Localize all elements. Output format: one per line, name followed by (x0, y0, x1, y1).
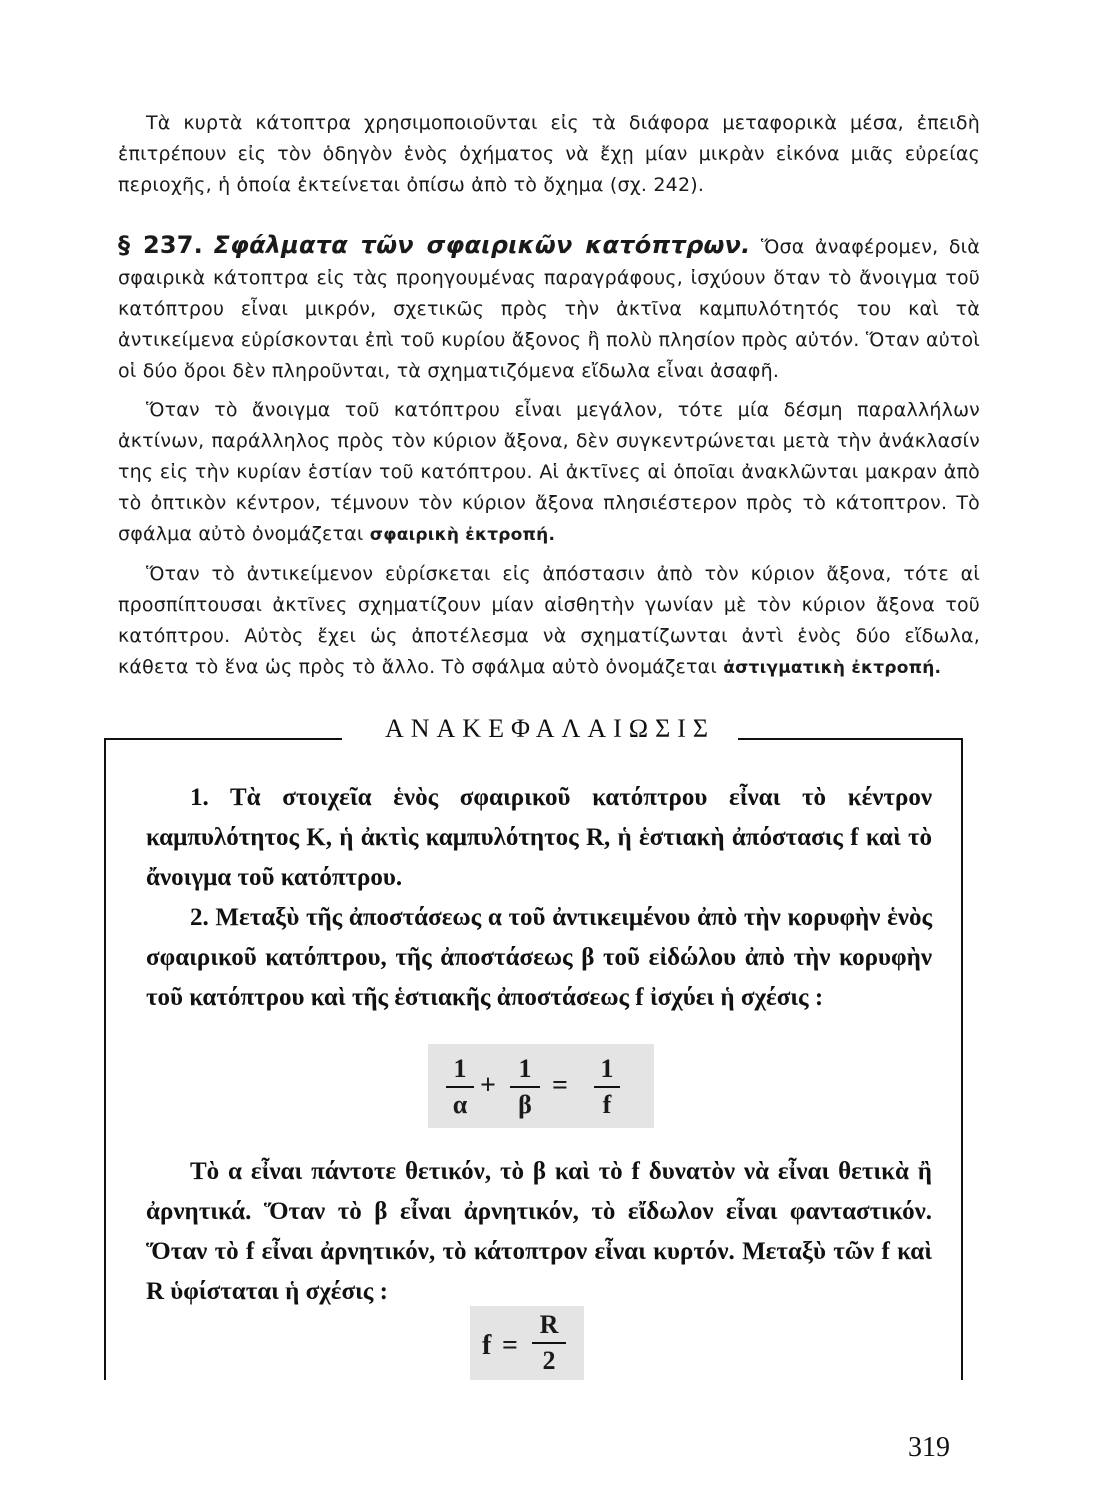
summary-item-2: 2. Μεταξὺ τῆς ἀποστάσεως α τοῦ ἀντικειμένου ἀπὸ τὴν κορυφὴν ἑνὸς σφαιρικοῦ κατόπτρου, τῆς ἀποστάσεως β τοῦ εἰδώλου ἀπὸ τὴν κορυφὴν τοῦ κατόπτρου καὶ τῆς ἑστιακῆς ἀποστάσεως f ἰσχύει ἡ σχέσις : (146, 904, 932, 1011)
mirror-equation (428, 1044, 654, 1128)
section-paragraph-1 (118, 230, 980, 387)
term-astigmatic-aberration: ἀστιγματικὴ ἐκτροπή. (723, 658, 942, 678)
summary-box-left-rule (104, 738, 106, 1380)
fraction-1-over-f: 1 f (594, 1054, 620, 1120)
page-number: 319 (908, 1432, 950, 1463)
section-body-2: Ὅταν τὸ ἄνοιγμα τοῦ κατόπτρου εἶναι μεγάλον, τότε μία δέσμη παραλλήλων ἀκτίνων, παράλληλος πρὸς τὸν κύριον ἄξονα, δὲν συγκεντρώνεται μετὰ τὴν ἀνάκλασίν της εἰς τὴν κυρίαν ἑστίαν τοῦ κατόπτρου. Αἱ ἀκτῖνες αἱ ὁποῖαι ἀνακλῶνται μακραν ἀπὸ τὸ ὀπτικὸν κέντρον, τέμνουν τὸν κύριον ἄξονα πλησιέστερον πρὸς τὸ κάτοπτρον. Τὸ σφάλμα αὐτὸ ὀνομάζεται (118, 399, 980, 545)
section-237 (118, 230, 980, 692)
section-number: § 237. (118, 231, 204, 259)
fraction-1-over-b: 1 β (510, 1054, 540, 1120)
fraction-r-over-2: R 2 (532, 1310, 566, 1376)
intro-paragraph: Τὰ κυρτὰ κάτοπτρα χρησιμοποιοῦνται εἰς τὰ διάφορα μεταφορικὰ μέσα, ἐπειδὴ ἐπιτρέπουν εἰς τὸν ὁδηγὸν ἑνὸς ὀχήματος νὰ ἔχῃ μίαν μικρὰν εἰκόνα μιᾶς εὐρείας περιοχῆς, ἡ ὁποία ἐκτείνεται ὀπίσω ἀπὸ τὸ ὄχημα (σχ. 242). (118, 112, 980, 196)
section-body-1: Ὅσα ἀναφέρομεν, διὰ σφαιρικὰ κάτοπτρα εἰς τὰς προηγουμένας παραγράφους, ἰσχύουν ὅταν τὸ ἄνοιγμα τοῦ κατόπτρου εἶναι μικρόν, σχετικῶς πρὸς τὴν ἀκτῖνα καμπυλότητός του καὶ τὰ ἀντικείμενα εὑρίσκονται ἐπὶ τοῦ κυρίου ἄξονος ἢ πολὺ πλησίον πρὸς αὐτόν. Ὅταν αὐτοὶ οἱ δύο ὅροι δὲν πληροῦνται, τὰ σχηματιζόμενα εἴδωλα εἶναι ἀσαφῆ. (118, 236, 981, 382)
summary-item-1: 1. Τὰ στοιχεῖα ἑνὸς σφαιρικοῦ κατόπτρου εἶναι τὸ κέντρον καμπυλότητος Κ, ἡ ἀκτὶς καμπυλότητος R, ἡ ἑστιακὴ ἀπόστασις f καὶ τὸ ἄνοιγμα τοῦ κατόπτρου. (146, 784, 932, 891)
section-body-3: Ὅταν τὸ ἀντικείμενον εὑρίσκεται εἰς ἀπόστασιν ἀπὸ τὸν κύριον ἄξονα, τότε αἱ προσπίπτουσαι ἀκτῖνες σχηματίζουν μίαν αἰσθητὴν γωνίαν μὲ τὸν κύριον ἄξονα τοῦ κατόπτρου. Αὐτὸς ἔχει ὡς ἀποτέλεσμα νὰ σχηματίζωνται ἀντὶ ἑνὸς δύο εἴδωλα, κάθετα τὸ ἕνα ὡς πρὸς τὸ ἄλλο. Τὸ σφάλμα αὐτὸ ὀνομάζεται (118, 563, 980, 678)
summary-item-3: Τὸ α εἶναι πάντοτε θετικόν, τὸ β καὶ τὸ f δυνατὸν νὰ εἶναι θετικὰ ἢ ἀρνητικά. Ὅταν τὸ β εἶναι ἀρνητικόν, τὸ εἴδωλον εἶναι φανταστικόν. Ὅταν τὸ f εἶναι ἀρνητικόν, τὸ κάτοπτρον εἶναι κυρτόν. Μεταξὺ τῶν f καὶ R ὑφίσταται ἡ σχέσις : (146, 1158, 932, 1305)
summary-box-right-rule (961, 738, 963, 1380)
focal-length-equation (470, 1306, 584, 1380)
plus-sign: + (480, 1070, 496, 1101)
section-paragraph-2 (118, 395, 980, 551)
summary-sign-conventions (146, 1152, 932, 1312)
formula-f: f (482, 1330, 492, 1361)
summary-box-top-right-rule (738, 738, 963, 740)
summary-items (146, 778, 932, 1018)
intro-paragraph-block (118, 108, 980, 201)
formula-equals: = (502, 1330, 518, 1361)
term-spherical-aberration: σφαιρικὴ ἐκτροπή. (369, 525, 556, 545)
summary-box-top-left-rule (104, 738, 342, 740)
section-title: Σφάλματα τῶν σφαιρικῶν κατόπτρων. (213, 231, 751, 259)
summary-heading: ΑΝΑΚΕΦΑΛΑΙΩΣΙΣ (384, 714, 716, 743)
section-paragraph-3 (118, 559, 980, 684)
equals-sign: = (552, 1070, 568, 1101)
fraction-1-over-a: 1 α (446, 1054, 474, 1120)
